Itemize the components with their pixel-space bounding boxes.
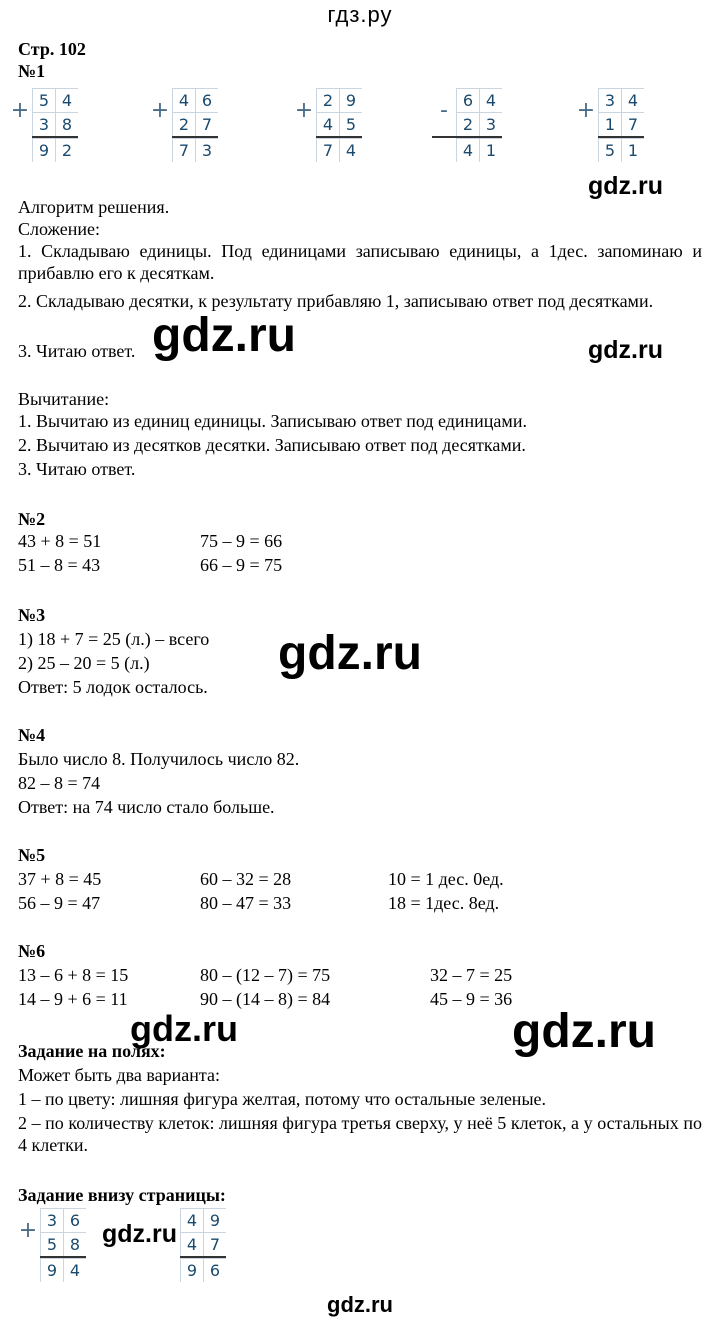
second-operand-digit: 2 <box>172 112 195 136</box>
operator-sign: + <box>150 98 170 123</box>
task2-col2-line1: 75 – 9 = 66 <box>200 531 283 551</box>
sum-line <box>172 136 218 138</box>
task6-col1-line1: 13 – 6 + 8 = 15 <box>18 965 129 985</box>
task1-label: №1 <box>18 61 46 81</box>
subtraction-step-3: 3. Читаю ответ. <box>18 459 136 479</box>
second-operand-digit: 5 <box>339 112 362 136</box>
site-footer[interactable]: gdz.ru <box>327 1292 393 1317</box>
subtraction-title: Вычитание: <box>18 389 110 409</box>
first-operand-digit: 4 <box>621 88 644 112</box>
first-operand-digit: 6 <box>456 88 479 112</box>
result-digit: 1 <box>479 138 502 162</box>
task6-col2-line2: 90 – (14 – 8) = 84 <box>200 989 331 1009</box>
addition-step-1: 1. Складываю единицы. Под единицами записываю единицы, а 1дес. запоминаю и прибавлю его к десяткам. <box>18 241 702 283</box>
result-digit: 6 <box>203 1258 226 1282</box>
first-operand-digit: 6 <box>63 1208 86 1232</box>
task2-col2-line2: 66 – 9 = 75 <box>200 555 283 575</box>
column-arithmetic-card <box>432 86 502 162</box>
first-operand-digit: 4 <box>55 88 78 112</box>
sum-line <box>32 136 78 138</box>
task3-line1: 1) 18 + 7 = 25 (л.) – всего <box>18 629 210 649</box>
task5-col1-line2: 56 – 9 = 47 <box>18 893 101 913</box>
result-digit: 9 <box>180 1258 203 1282</box>
second-operand-digit: 8 <box>63 1232 86 1256</box>
first-operand-digit: 9 <box>339 88 362 112</box>
first-operand-digit: 4 <box>180 1208 203 1232</box>
operator-sign: + <box>294 98 314 123</box>
result-digit: 9 <box>32 138 55 162</box>
task5-col2-line2: 80 – 47 = 33 <box>200 893 292 913</box>
task6-col1-line2: 14 – 9 + 6 = 11 <box>18 989 128 1009</box>
first-operand-digit: 3 <box>40 1208 63 1232</box>
operator-sign: + <box>10 98 30 123</box>
column-arithmetic-card <box>16 1206 86 1282</box>
sum-line <box>432 136 502 138</box>
task2-label: №2 <box>18 509 46 529</box>
second-operand-digit: 3 <box>479 112 502 136</box>
sum-line <box>598 136 644 138</box>
watermark: gdz.ru <box>102 1220 177 1248</box>
task4-line2: 82 – 8 = 74 <box>18 773 101 793</box>
margin-task-variant-1: 1 – по цвету: лишняя фигура желтая, потому что остальные зеленые. <box>18 1089 547 1109</box>
result-digit: 4 <box>456 138 479 162</box>
result-digit: 4 <box>63 1258 86 1282</box>
first-operand-digit: 6 <box>195 88 218 112</box>
task5-col3-line1: 10 = 1 дес. 0ед. <box>388 869 504 889</box>
second-operand-digit: 7 <box>203 1232 226 1256</box>
first-operand-digit: 4 <box>479 88 502 112</box>
task4-answer: Ответ: на 74 число стало больше. <box>18 797 275 817</box>
sum-line <box>40 1256 86 1258</box>
result-digit: 4 <box>339 138 362 162</box>
column-arithmetic-card <box>292 86 362 162</box>
task2-col1-line2: 51 – 8 = 43 <box>18 555 101 575</box>
task6-col2-line1: 80 – (12 – 7) = 75 <box>200 965 331 985</box>
watermark: gdz.ru <box>130 1008 238 1049</box>
task3-answer: Ответ: 5 лодок осталось. <box>18 677 208 697</box>
algorithm-title: Алгоритм решения. <box>18 197 170 217</box>
addition-step-2: 2. Складываю десятки, к результату прибавляю 1, записываю ответ под десятками. <box>18 291 654 311</box>
task2-col1-line1: 43 + 8 = 51 <box>18 531 102 551</box>
column-arithmetic-card <box>8 86 78 162</box>
second-operand-digit: 7 <box>195 112 218 136</box>
task4-line1: Было число 8. Получилось число 82. <box>18 749 300 769</box>
watermark: gdz.ru <box>278 627 422 680</box>
task4-label: №4 <box>18 725 46 745</box>
task6-col3-line2: 45 – 9 = 36 <box>430 989 513 1009</box>
task3-line2: 2) 25 – 20 = 5 (л.) <box>18 653 150 673</box>
task3-label: №3 <box>18 605 46 625</box>
watermark: gdz.ru <box>512 1005 656 1058</box>
result-digit: 5 <box>598 138 621 162</box>
margin-task-intro: Может быть два варианта: <box>18 1065 220 1085</box>
sum-line <box>180 1256 226 1258</box>
addition-title: Сложение: <box>18 219 100 239</box>
operator-sign: - <box>440 98 448 123</box>
first-operand-digit: 9 <box>203 1208 226 1232</box>
second-operand-digit: 4 <box>316 112 339 136</box>
operator-sign: + <box>576 98 596 123</box>
column-arithmetic-card <box>148 86 218 162</box>
addition-step-3: 3. Читаю ответ. <box>18 341 136 361</box>
watermark: gdz.ru <box>152 309 296 362</box>
watermark: gdz.ru <box>588 172 663 200</box>
second-operand-digit: 4 <box>180 1232 203 1256</box>
second-operand-digit: 2 <box>456 112 479 136</box>
first-operand-digit: 5 <box>32 88 55 112</box>
subtraction-step-2: 2. Вычитаю из десятков десятки. Записываю ответ под десятками. <box>18 435 526 455</box>
second-operand-digit: 5 <box>40 1232 63 1256</box>
margin-task-title: Задание на полях: <box>18 1041 166 1061</box>
second-operand-digit: 8 <box>55 112 78 136</box>
first-operand-digit: 4 <box>172 88 195 112</box>
site-header[interactable]: гдз.ру <box>327 2 393 27</box>
subtraction-step-1: 1. Вычитаю из единиц единицы. Записываю ответ под единицами. <box>18 411 527 431</box>
watermark: gdz.ru <box>588 336 663 364</box>
task6-col3-line1: 32 – 7 = 25 <box>430 965 513 985</box>
bottom-task-title: Задание внизу страницы: <box>18 1185 226 1205</box>
result-digit: 9 <box>40 1258 63 1282</box>
result-digit: 7 <box>316 138 339 162</box>
task5-col3-line2: 18 = 1дес. 8ед. <box>388 893 500 913</box>
second-operand-digit: 7 <box>621 112 644 136</box>
task5-label: №5 <box>18 845 46 865</box>
result-digit: 1 <box>621 138 644 162</box>
operator-sign: + <box>18 1218 38 1243</box>
page-title: Стр. 102 <box>18 39 86 59</box>
task6-label: №6 <box>18 941 46 961</box>
margin-task-variant-2: 2 – по количеству клеток: лишняя фигура третья сверху, у неё 5 клеток, а у остальных по 4 клетки. <box>18 1113 702 1155</box>
column-arithmetic-card <box>574 86 644 162</box>
first-operand-digit: 2 <box>316 88 339 112</box>
first-operand-digit: 3 <box>598 88 621 112</box>
result-digit: 7 <box>172 138 195 162</box>
sum-line <box>316 136 362 138</box>
result-digit: 2 <box>55 138 78 162</box>
task5-col1-line1: 37 + 8 = 45 <box>18 869 102 889</box>
second-operand-digit: 1 <box>598 112 621 136</box>
second-operand-digit: 3 <box>32 112 55 136</box>
result-digit: 3 <box>195 138 218 162</box>
task5-col2-line1: 60 – 32 = 28 <box>200 869 292 889</box>
